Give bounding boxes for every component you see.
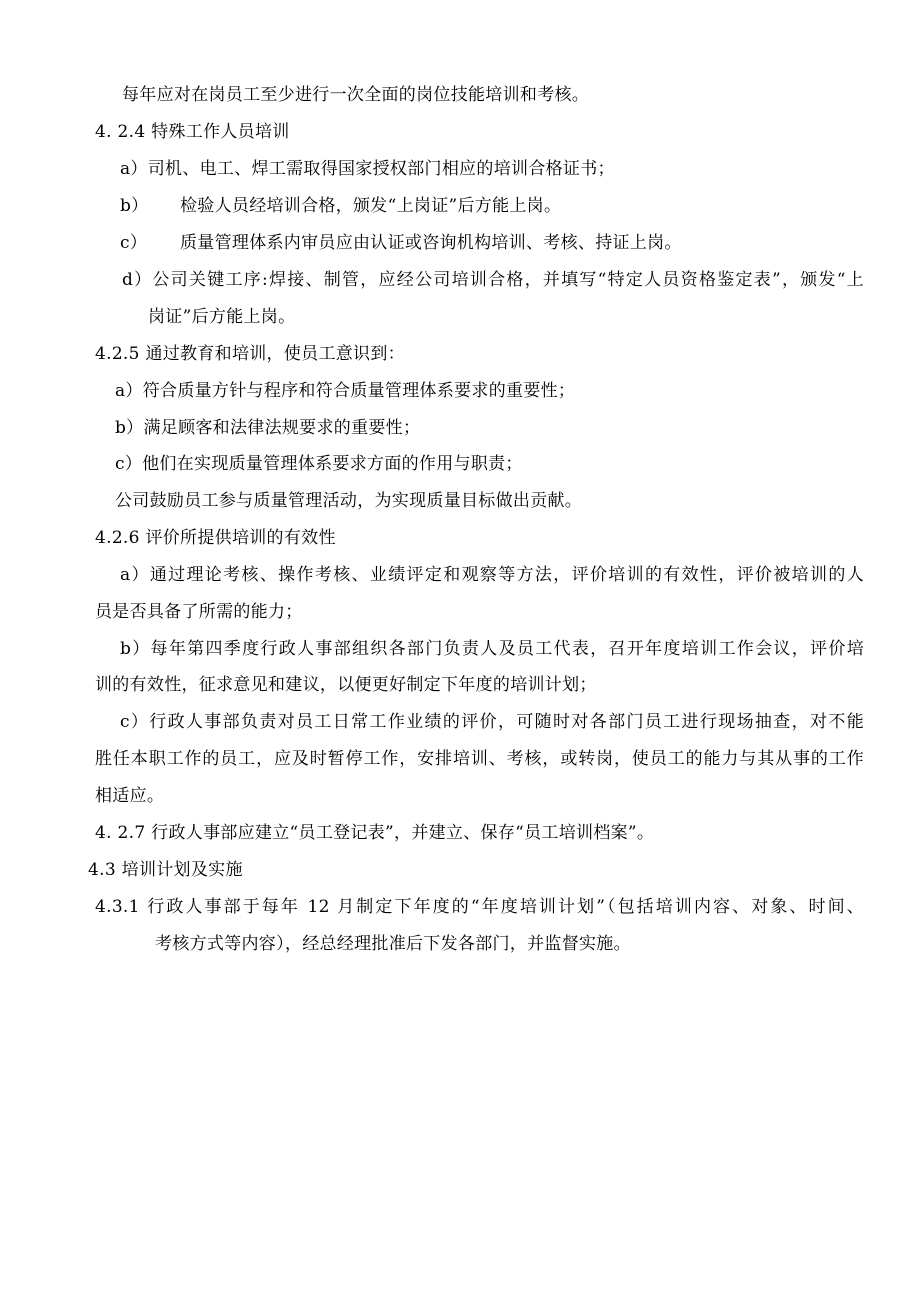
list-item: d）公司关键工序:焊接、制管，应经公司培训合格，并填写“特定人员资格鉴定表”，颁发“上 — [122, 270, 864, 290]
list-item — [120, 195, 561, 217]
paragraph-line: 公司鼓励员工参与质量管理活动，为实现质量目标做出贡献。 — [115, 491, 583, 511]
list-item-continuation: 相适应。 — [95, 786, 165, 806]
section-heading: 4.3 培训计划及实施 — [88, 860, 243, 880]
list-item-continuation: 训的有效性，征求意见和建议，以便更好制定下年度的培训计划； — [95, 675, 597, 695]
paragraph-line: 每年应对在岗员工至少进行一次全面的岗位技能培训和考核。 — [122, 85, 590, 105]
section-heading: 4.2.5 通过教育和培训，使员工意识到： — [95, 344, 405, 364]
list-item-text: 质量管理体系内审员应由认证或咨询机构培训、考核、持证上岗。 — [180, 233, 682, 253]
list-item: b）满足顾客和法律法规要求的重要性； — [115, 418, 421, 438]
list-item-continuation: 员是否具备了所需的能力； — [95, 602, 303, 622]
section-heading: 4.3.1 行政人事部于每年 12 月制定下年度的“年度培训计划”（包括培训内容、对象、时间、 — [95, 897, 864, 917]
list-item-label: c） — [120, 233, 148, 253]
section-heading: 4. 2.7 行政人事部应建立“员工登记表”，并建立、保存“员工培训档案”。 — [95, 823, 655, 843]
section-heading: 4.2.6 评价所提供培训的有效性 — [95, 528, 336, 548]
list-item: a）司机、电工、焊工需取得国家授权部门相应的培训合格证书； — [120, 159, 615, 179]
paragraph-line: 考核方式等内容），经总经理批准后下发各部门，并监督实施。 — [155, 934, 631, 954]
list-item-label: b） — [120, 196, 149, 216]
list-item: c）行政人事部负责对员工日常工作业绩的评价，可随时对各部门员工进行现场抽查，对不能 — [120, 712, 864, 732]
list-item: a）符合质量方针与程序和符合质量管理体系要求的重要性； — [115, 381, 576, 401]
section-heading: 4. 2.4 特殊工作人员培训 — [95, 122, 290, 142]
list-item — [120, 232, 682, 254]
list-item-text: 检验人员经培训合格，颁发“上岗证”后方能上岗。 — [180, 196, 562, 216]
list-item-continuation: 岗证”后方能上岗。 — [148, 307, 296, 327]
list-item-continuation: 胜任本职工作的员工，应及时暂停工作，安排培训、考核，或转岗，使员工的能力与其从事的工作 — [95, 749, 864, 769]
list-item: b）每年第四季度行政人事部组织各部门负责人及员工代表，召开年度培训工作会议，评价培 — [120, 639, 864, 659]
list-item: c）他们在实现质量管理体系要求方面的作用与职责； — [115, 454, 523, 474]
list-item: a）通过理论考核、操作考核、业绩评定和观察等方法，评价培训的有效性，评价被培训的人 — [120, 565, 864, 585]
